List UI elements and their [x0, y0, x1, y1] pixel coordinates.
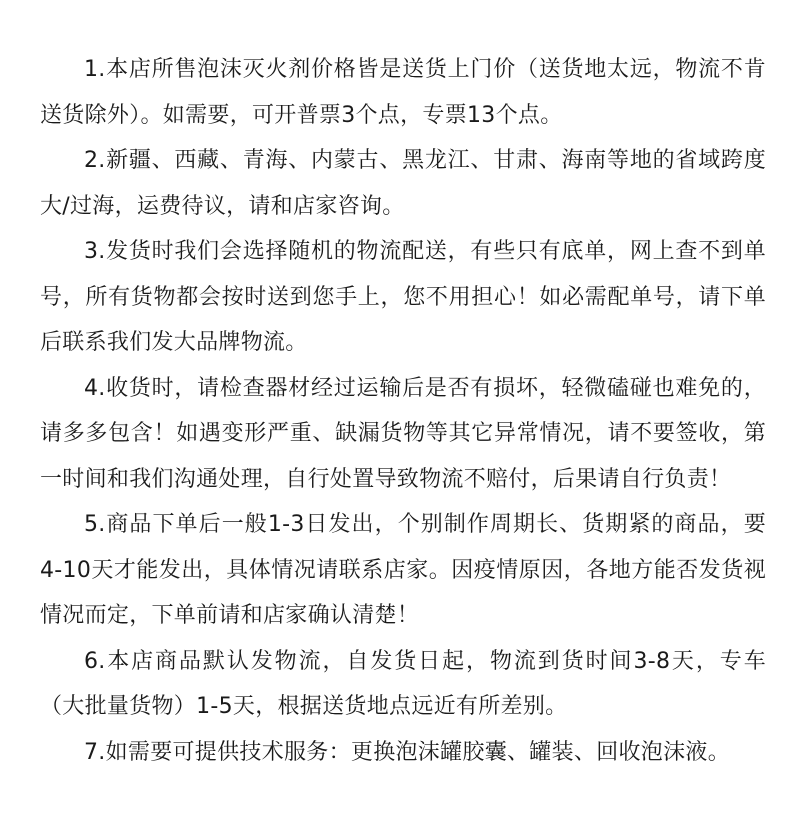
notice-item-7: 7.如需要可提供技术服务：更换泡沫罐胶囊、罐装、回收泡沫液。: [84, 739, 730, 765]
shipping-notice: [40, 47, 766, 775]
notice-item-5: 5.商品下单后一般1-3日发出，个别制作周期长、货期紧的商品，要4-10天才能发出，具体情况请联系店家。因疫情原因，各地方能否发货视情况而定，下单前请和店家确认清楚！: [40, 512, 766, 628]
notice-item-3: 3.发货时我们会选择随机的物流配送，有些只有底单，网上查不到单号，所有货物都会按时送到您手上，您不用担心！如必需配单号，请下单后联系我们发大品牌物流。: [40, 239, 766, 355]
notice-item-1: 1.本店所售泡沫灭火剂价格皆是送货上门价（送货地太远，物流不肯送货除外）。如需要，可开普票3个点，专票13个点。: [40, 57, 766, 128]
notice-item-4: 4.收货时，请检查器材经过运输后是否有损坏，轻微磕碰也难免的，请多多包含！如遇变形严重、缺漏货物等其它异常情况，请不要签收，第一时间和我们沟通处理，自行处置导致物流不赔付，后果请自行负责！: [40, 375, 766, 492]
notice-item-2: 2.新疆、西藏、青海、内蒙古、黑龙江、甘肃、海南等地的省域跨度大/过海，运费待议，请和店家咨询。: [40, 148, 766, 219]
notice-item-6: 6.本店商品默认发物流，自发货日起，物流到货时间3-8天，专车（大批量货物）1-5天，根据送货地点远近有所差别。: [40, 648, 766, 719]
